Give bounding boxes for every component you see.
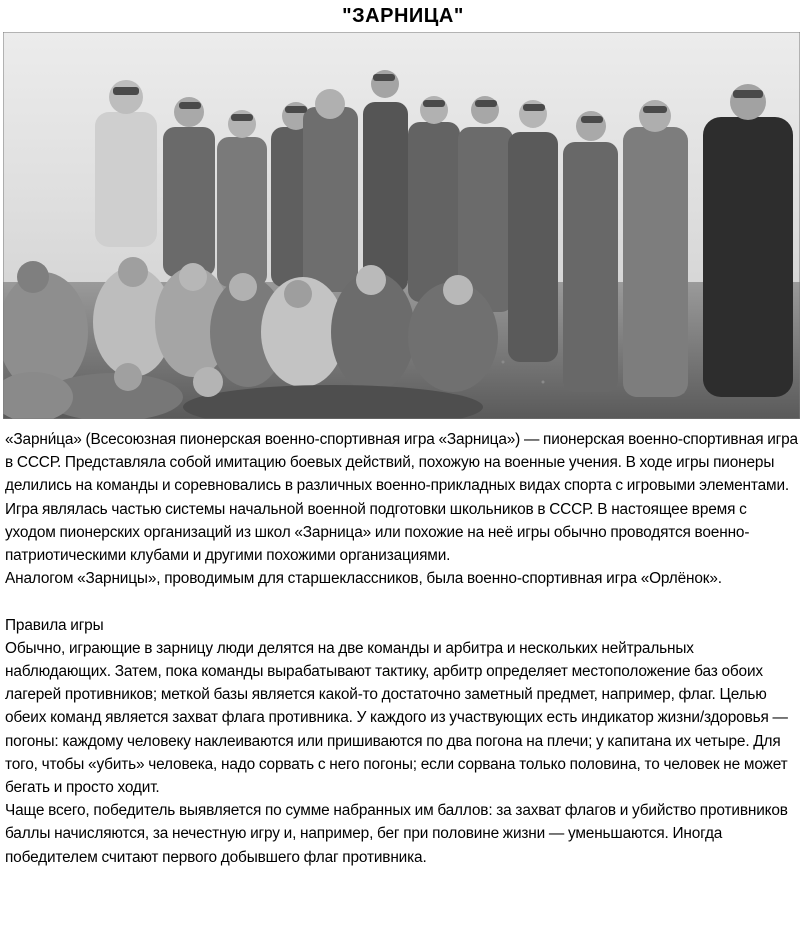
scoring-paragraph: Чаще всего, победитель выявляется по сумме набранных им баллов: за захват флагов и убийство противников баллы начисляются, за нечестную игру и, например, бег при половине жизни — уменьшаются. Иногда победителем считают первого добывшего флаг противника. — [5, 802, 788, 866]
orlyonok-paragraph: Аналогом «Зарницы», проводимым для старшеклассников, была военно-спортивная игра «Орлёнок». — [5, 570, 722, 588]
rules-heading: Правила игры — [5, 616, 104, 634]
group-photo-illustration — [3, 32, 800, 419]
group-photo — [3, 32, 800, 419]
article-text — [5, 428, 801, 869]
intro-paragraph: «Зарни́ца» (Всесоюзная пионерская военно-спортивная игра «Зарница») — пионерская военно-спортивная игра в СССР. Представляла собой имитацию боевых действий, похожую на военные учения. В ходе игры пионеры делились на команды и соревновались в различных военно-прикладных видах спорта с игровыми элементами. Игра являлась частью системы начальной военной подготовки школьников в СССР. В настоящее время с уходом пионерских организаций из школ «Зарница» или похожие на неё игры обычно проводятся военно-патриотическими клубами и другими похожими организациями. — [5, 431, 798, 565]
page-title: "ЗАРНИЦА" — [342, 5, 464, 27]
paragraph-gap — [5, 590, 801, 613]
rules-paragraph: Обычно, играющие в зарницу люди делятся на две команды и арбитра и нескольких нейтральных наблюдающих. Затем, пока команды вырабатывают тактику, арбитр определяет местоположение баз обоих лагерей противников; меткой базы является какой-то достаточно заметный предмет, например, флаг. Целью обеих команд является захват флага противника. У каждого из участвующих есть индикатор жизни/здоровья — погоны: каждому человеку наклеиваются или пришиваются по два погона на плечи; у капитана их четыре. Для того, чтобы «убить» человека, надо сорвать с него погоны; если сорвана только половина, то человек не может бегать и просто ходит. — [5, 639, 788, 797]
